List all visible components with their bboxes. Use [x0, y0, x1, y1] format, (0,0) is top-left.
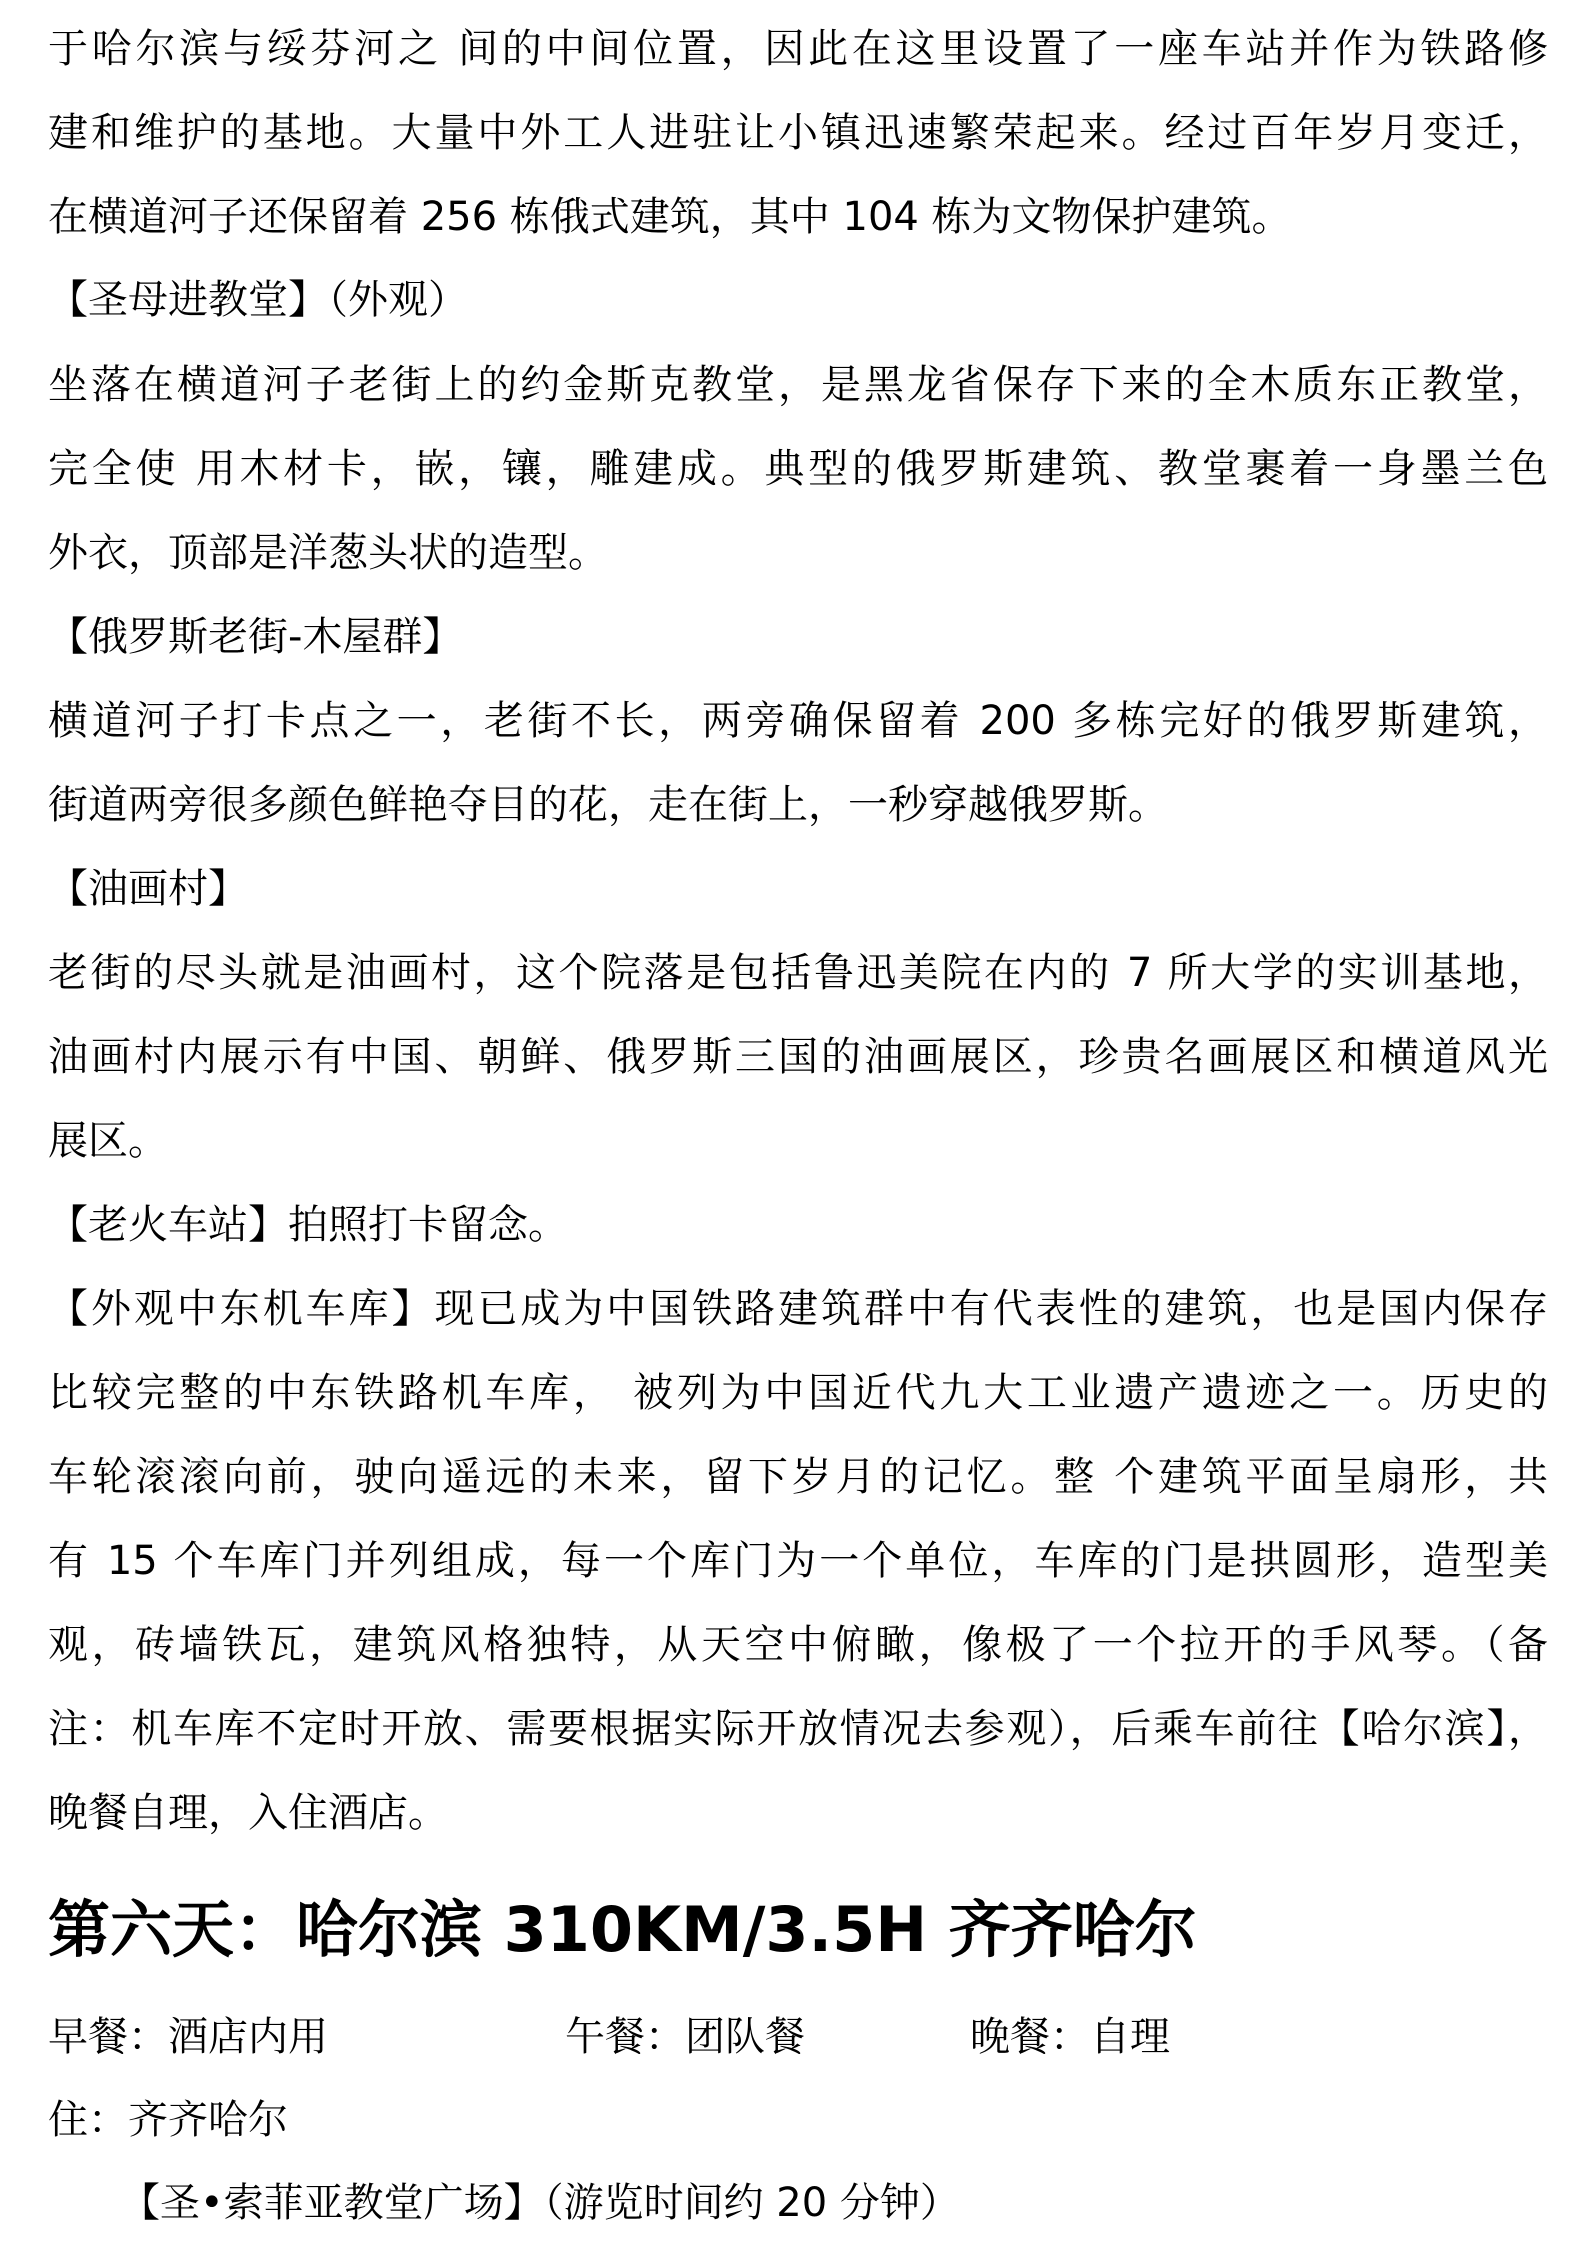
intro-line-3: 在横道河子还保留着 256 栋俄式建筑，其中 104 栋为文物保护建筑。	[48, 194, 1292, 240]
village-line-3: 展区。	[48, 1118, 168, 1164]
street-line-2: 街道两旁很多颜色鲜艳夺目的花，走在街上，一秒穿越俄罗斯。	[48, 782, 1168, 828]
depot-line-1: 【外观中东机车库】现已成为中国铁路建筑群中有代表性的建筑，也是国内保存	[48, 1286, 1548, 1332]
church-line-1: 坐落在横道河子老街上的约金斯克教堂，是黑龙省保存下来的全木质东正教堂，	[48, 362, 1548, 408]
depot-line-6: 注：机车库不定时开放、需要根据实际开放情况去参观），后乘车前往【哈尔滨】，	[48, 1706, 1548, 1752]
church-title: 【圣母进教堂】（外观）	[48, 277, 468, 323]
station-line: 【老火车站】拍照打卡留念。	[48, 1202, 568, 1248]
intro-line-2: 建和维护的基地。大量中外工人进驻让小镇迅速繁荣起来。经过百年岁月变迁，	[48, 110, 1548, 156]
dinner-text: 晚餐：自理	[970, 2014, 1170, 2060]
street-line-1: 横道河子打卡点之一，老街不长，两旁确保留着 200 多栋完好的俄罗斯建筑，	[48, 698, 1548, 744]
intro-line-1: 于哈尔滨与绥芬河之 间的中间位置，因此在这里设置了一座车站并作为铁路修	[48, 26, 1548, 72]
depot-line-4: 有 15 个车库门并列组成，每一个库门为一个单位，车库的门是拱圆形，造型美	[48, 1538, 1548, 1584]
village-title: 【油画村】	[48, 866, 248, 912]
stay-line: 住：齐齐哈尔	[48, 2097, 288, 2143]
lunch-text: 午餐：团队餐	[565, 2014, 805, 2060]
church-line-3: 外衣，顶部是洋葱头状的造型。	[48, 530, 608, 576]
breakfast-text: 早餐：酒店内用	[48, 2014, 328, 2060]
day-heading: 第六天：哈尔滨 310KM/3.5H 齐齐哈尔	[48, 1893, 1197, 1966]
depot-line-3: 车轮滚滚向前，驶向遥远的未来，留下岁月的记忆。整 个建筑平面呈扇形，共	[48, 1454, 1548, 1500]
depot-line-5: 观，砖墙铁瓦，建筑风格独特，从天空中俯瞰，像极了一个拉开的手风琴。（备	[48, 1622, 1548, 1668]
sight-line: 【圣•索菲亚教堂广场】（游览时间约 20 分钟）	[120, 2180, 960, 2226]
depot-line-2: 比较完整的中东铁路机车库， 被列为中国近代九大工业遗产遗迹之一。历史的	[48, 1370, 1548, 1416]
church-line-2: 完全使 用木材卡，嵌，镶，雕建成。典型的俄罗斯建筑、教堂裹着一身墨兰色	[48, 446, 1548, 492]
meals-row	[48, 2012, 1548, 2062]
street-title: 【俄罗斯老街-木屋群】	[48, 614, 463, 660]
village-line-1: 老街的尽头就是油画村，这个院落是包括鲁迅美院在内的 7 所大学的实训基地，	[48, 950, 1548, 996]
village-line-2: 油画村内展示有中国、朝鲜、俄罗斯三国的油画展区，珍贵名画展区和横道风光	[48, 1034, 1548, 1080]
depot-line-7: 晚餐自理，入住酒店。	[48, 1790, 448, 1836]
